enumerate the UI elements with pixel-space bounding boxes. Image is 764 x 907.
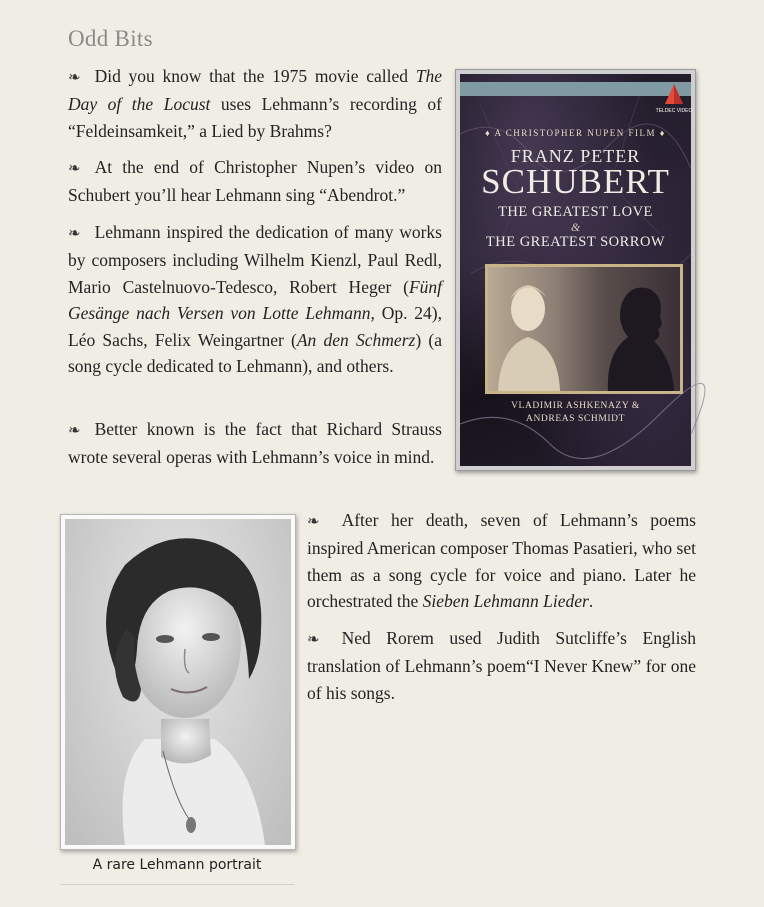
bust-and-silhouette-photo	[485, 264, 683, 394]
cover-art	[460, 74, 691, 466]
paragraph-text: After her death, seven of Lehmann’s poems inspired American composer Thomas Pasatieri, who set them as a song cycle for voice and piano. Later he orchestrated the	[307, 510, 696, 612]
film-title: The Day of the Locust	[68, 66, 442, 115]
paragraph-rorem	[307, 625, 696, 706]
performer-1: VLADIMIR ASHKENAZY &	[511, 401, 640, 411]
fleuron-bullet: ❧	[307, 632, 320, 648]
caption-divider	[60, 884, 294, 885]
paragraph-strauss	[68, 416, 442, 471]
portrait-caption: A rare Lehmann portrait	[92, 857, 262, 873]
film-credit: ♦ A CHRISTOPHER NUPEN FILM ♦	[485, 128, 666, 138]
paragraph-text: Ned Rorem used Judith Sutcliffe’s English translation of Lehmann’s poem“I Never Knew” for one of his songs.	[307, 628, 696, 703]
cover-performers	[460, 400, 691, 426]
svg-text:TELDEC VIDEO: TELDEC VIDEO	[655, 108, 693, 114]
fleuron-bullet: ❧	[68, 226, 81, 242]
paragraph-text: Better known is the fact that Richard Strauss wrote several operas with Lehmann’s voice in mind.	[68, 419, 442, 468]
schubert-video-cover	[455, 69, 696, 471]
teldec-logo	[655, 82, 693, 122]
paragraph-text: Lehmann inspired the dedication of many works by composers including Wilhelm Kienzl, Paul Redl, Mario Castelnuovo-Tedesco, Robert Heger (	[68, 222, 442, 297]
page-heading: Odd Bits	[68, 26, 153, 51]
film-subtitle-1: THE GREATEST LOVE	[498, 204, 653, 220]
paragraph-text: .	[588, 591, 594, 612]
paragraph-dedications	[68, 219, 442, 379]
portrait-illustration	[65, 519, 291, 845]
fleuron-bullet: ❧	[68, 70, 81, 86]
paragraph-locust	[68, 63, 442, 144]
bust-illustration	[488, 267, 680, 391]
fleuron-bullet: ❧	[68, 161, 81, 177]
work-title: Sieben Lehmann Lieder	[422, 591, 589, 612]
paragraph-text: ) (a song cycle dedicated to Lehmann), and others.	[68, 329, 442, 377]
paragraph-text: At the end of Christopher Nupen’s video on Schubert you’ll hear Lehmann sing “Abendrot.”	[68, 157, 442, 206]
paragraph-nupen	[68, 154, 442, 209]
film-subtitle-2: THE GREATEST SORROW	[485, 234, 666, 250]
paragraph-text: uses Lehmann’s recording of “Feldeinsamkeit,” a Lied by Brahms?	[68, 94, 442, 141]
paragraph-text: Op. 24), Léo Sachs, Felix Weingartner (	[68, 303, 442, 350]
cover-color-strip	[460, 82, 691, 96]
lehmann-portrait-photo	[60, 514, 296, 850]
composer-surname: SCHUBERT	[481, 162, 670, 201]
fleuron-bullet: ❧	[307, 514, 320, 530]
paragraph-pasatieri	[307, 507, 696, 615]
portrait-image	[65, 519, 291, 845]
composer-first-names: FRANZ PETER	[510, 146, 641, 166]
fleuron-bullet: ❧	[68, 423, 81, 439]
work-title: An den Schmerz	[296, 329, 416, 350]
performer-2: ANDREAS SCHMIDT	[526, 414, 625, 424]
work-title: Fünf Gesänge nach Versen von Lotte Lehmann,	[68, 276, 442, 324]
paragraph-text: Did you know that the 1975 movie called	[94, 66, 416, 86]
subtitle-ampersand: &	[570, 220, 581, 234]
